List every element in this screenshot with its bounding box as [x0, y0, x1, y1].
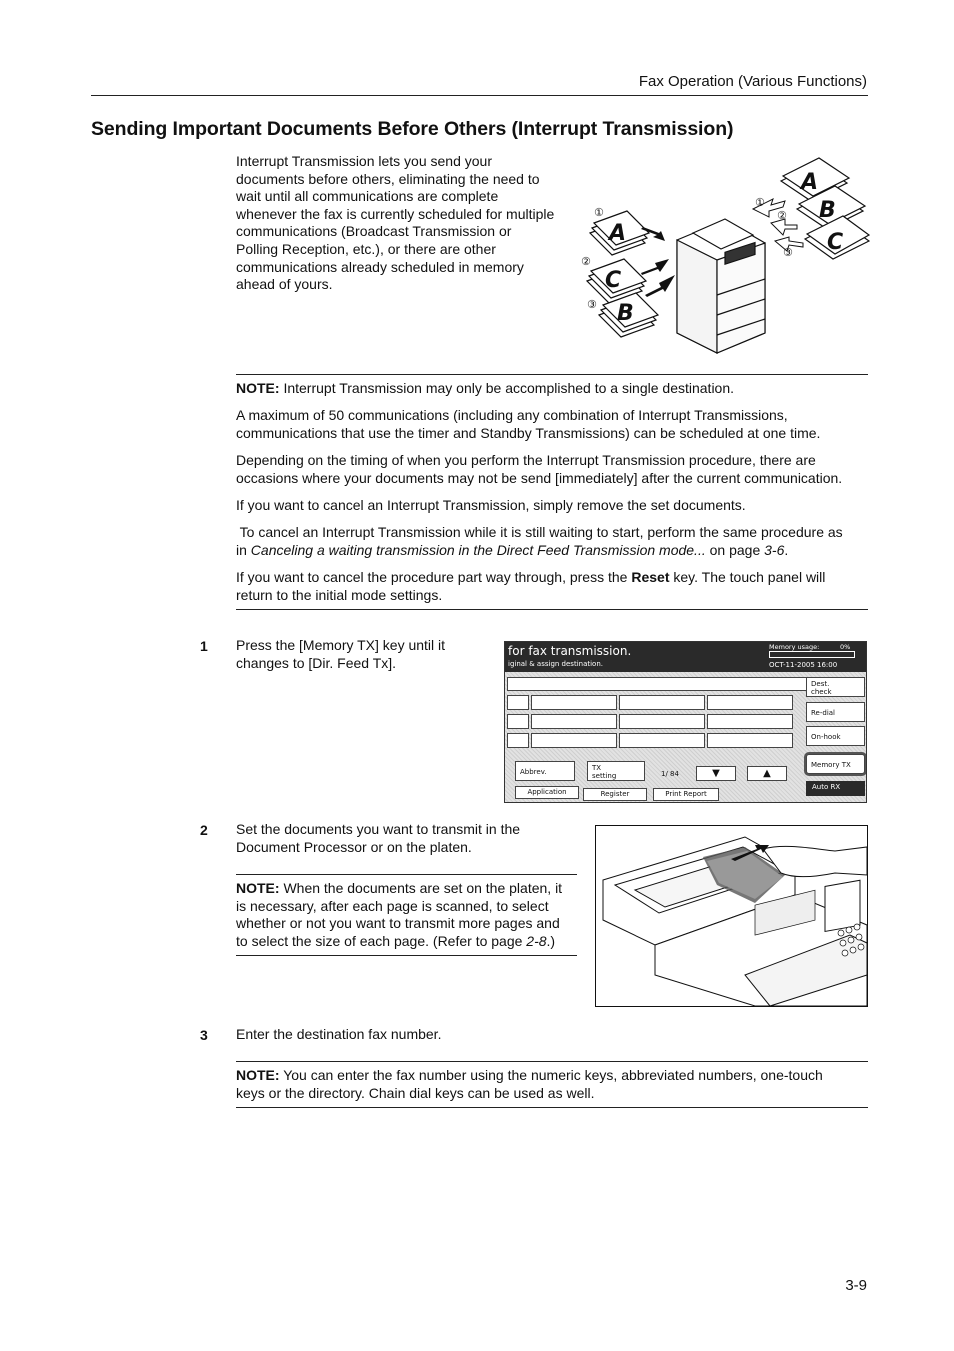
- doc-letter: A: [609, 221, 627, 246]
- text-fragment: on page: [705, 541, 765, 558]
- tab-print-report[interactable]: Print Report: [653, 788, 719, 801]
- one-touch-key[interactable]: [707, 695, 793, 710]
- tx-setting-button[interactable]: TX setting: [587, 761, 645, 781]
- text-line: [236, 880, 581, 898]
- one-touch-key[interactable]: [531, 695, 617, 710]
- one-touch-key[interactable]: [531, 733, 617, 748]
- step2-note-rule-bottom: [236, 955, 577, 956]
- step2-note-rule-top: [236, 874, 577, 875]
- note-rule-bottom: [236, 609, 868, 610]
- intro-line: whenever the fax is currently scheduled for multiple: [236, 205, 555, 222]
- text-fragment: key. The touch panel will: [669, 569, 826, 585]
- header-rule: [91, 95, 868, 96]
- intro-line: Interrupt Transmission lets you send your: [236, 153, 493, 169]
- one-touch-key[interactable]: [531, 714, 617, 729]
- doc-letter: C: [605, 268, 622, 293]
- page-reference: 2-8: [526, 932, 547, 949]
- scroll-up-button[interactable]: ▲: [747, 766, 787, 781]
- scroll-down-button[interactable]: ▼: [696, 766, 736, 781]
- tab-application[interactable]: Application: [515, 786, 579, 799]
- dest-check-button[interactable]: Dest. check: [806, 677, 865, 697]
- text-line: return to the initial mode settings.: [236, 586, 443, 603]
- text-line: [236, 1067, 823, 1085]
- intro-line: ahead of yours.: [236, 276, 333, 293]
- one-touch-key[interactable]: [507, 733, 529, 748]
- step-3-text: Enter the destination fax number.: [236, 1026, 442, 1042]
- cancel-paragraph: If you want to cancel an Interrupt Transmission, simply remove the set documents.: [236, 497, 746, 513]
- text-fragment: to select the size of each page. (Refer to page: [236, 932, 527, 949]
- note-label: NOTE:: [236, 380, 280, 396]
- on-hook-button[interactable]: On-hook: [806, 726, 865, 746]
- copier-machine: [677, 219, 765, 353]
- step-number: 1: [200, 638, 208, 654]
- max-communications-paragraph: [236, 407, 820, 442]
- text-line: keys or the directory. Chain dial keys can be used as well.: [236, 1084, 595, 1101]
- text-line: Document Processor or on the platen.: [236, 838, 472, 855]
- one-touch-key[interactable]: [507, 695, 529, 710]
- memory-tx-button[interactable]: Memory TX: [806, 754, 865, 774]
- text-fragment: If you want to cancel the procedure part way through, press the: [236, 569, 632, 585]
- doc-letter: B: [819, 198, 836, 223]
- note-paragraph: [236, 380, 734, 398]
- one-touch-key[interactable]: [507, 714, 529, 729]
- panel-datetime: OCT-11-2005 16:00: [769, 661, 838, 669]
- circled-number: ②: [581, 255, 591, 268]
- intro-line: communications (Broadcast Transmission or: [236, 223, 512, 240]
- reset-paragraph: [236, 569, 825, 604]
- doc-letter: A: [801, 170, 819, 195]
- note-label: NOTE:: [236, 1067, 280, 1083]
- redial-button[interactable]: Re-dial: [806, 702, 865, 722]
- tab-register[interactable]: Register: [583, 788, 647, 801]
- text-line: Set the documents you want to transmit in the: [236, 821, 521, 837]
- panel-submessage: iginal & assign destination.: [508, 660, 603, 668]
- page-indicator: 1/ 84: [661, 770, 679, 778]
- text-line: [236, 569, 825, 587]
- step3-note: [236, 1067, 823, 1102]
- running-header: Fax Operation (Various Functions): [638, 73, 867, 90]
- doc-letter: B: [617, 301, 634, 326]
- intro-line: communications already scheduled in memory: [236, 258, 524, 275]
- text-line: [236, 542, 843, 560]
- memory-usage-value: 0%: [840, 643, 851, 651]
- doc-letter: C: [827, 230, 844, 255]
- panel-top-bar: [505, 642, 867, 672]
- circled-number: ①: [755, 196, 765, 209]
- intro-line: documents before others, eliminating the need to: [236, 170, 540, 187]
- cancel-waiting-paragraph: [236, 524, 843, 559]
- note-rule-top: [236, 374, 868, 375]
- text-line: communications that use the timer and Standby Transmissions) can be scheduled at one time.: [236, 424, 821, 441]
- timing-paragraph: [236, 452, 842, 487]
- one-touch-key[interactable]: [619, 733, 705, 748]
- intro-paragraph: [236, 153, 566, 294]
- intro-line: Polling Reception, etc.), or there are other: [236, 240, 496, 257]
- reset-key-label: Reset: [631, 569, 670, 585]
- page-number: 3-9: [845, 1277, 867, 1294]
- text-line: [236, 933, 581, 951]
- circled-number: ③: [587, 298, 597, 311]
- abbrev-button[interactable]: Abbrev.: [515, 761, 575, 781]
- step-1-text: [236, 637, 445, 672]
- step3-note-rule-top: [236, 1061, 868, 1062]
- document-processor-illustration: [595, 825, 868, 1007]
- note-label: NOTE:: [236, 880, 280, 896]
- text-line: is necessary, after each page is scanned, to select: [236, 897, 549, 914]
- step-2-text: [236, 821, 520, 856]
- arrow-icon: [645, 275, 675, 297]
- text-fragment: in: [236, 541, 251, 558]
- circled-number: ③: [783, 246, 793, 259]
- text-line: To cancel an Interrupt Transmission while it is still waiting to start, perform the same procedure as: [236, 524, 843, 540]
- step-number: 3: [200, 1027, 208, 1043]
- text-fragment: When the documents are set on the platen, it: [279, 880, 563, 896]
- circled-number: ②: [777, 209, 787, 222]
- one-touch-key[interactable]: [619, 714, 705, 729]
- one-touch-key[interactable]: [707, 733, 793, 748]
- intro-line: wait until all communications are complete: [236, 188, 499, 205]
- text-line: changes to [Dir. Feed Tx].: [236, 654, 397, 671]
- text-line: Depending on the timing of when you perform the Interrupt Transmission procedure, there are: [236, 452, 816, 468]
- arrow-icon: [641, 259, 669, 275]
- cross-reference: Canceling a waiting transmission in the Direct Feed Transmission mode...: [250, 541, 706, 558]
- one-touch-key[interactable]: [707, 714, 793, 729]
- text-fragment: .: [784, 541, 789, 558]
- note-text: Interrupt Transmission may only be accomplished to a single destination.: [279, 380, 735, 396]
- page-reference: 3-6: [764, 541, 785, 558]
- memory-usage-bar: [769, 651, 855, 658]
- text-fragment: .): [546, 932, 556, 949]
- text-line: whether or not you want to transmit more pages and: [236, 915, 560, 932]
- auto-rx-indicator: Auto RX: [806, 781, 865, 796]
- interrupt-transmission-illustration: [575, 155, 870, 355]
- step3-note-rule-bottom: [236, 1107, 868, 1108]
- text-line: occasions where your documents may not be send [immediately] after the current communication.: [236, 469, 843, 486]
- memory-usage-label: Memory usage:: [769, 643, 820, 651]
- section-title: Sending Important Documents Before Others (Interrupt Transmission): [91, 118, 734, 140]
- step-number: 2: [200, 822, 208, 838]
- one-touch-key[interactable]: [619, 695, 705, 710]
- panel-message: for fax transmission.: [508, 644, 632, 658]
- step2-note: [236, 880, 581, 950]
- text-line: A maximum of 50 communications (including any combination of Interrupt Transmissions,: [236, 407, 788, 423]
- circled-number: ①: [594, 206, 604, 219]
- text-fragment: You can enter the fax number using the numeric keys, abbreviated numbers, one-touch: [279, 1067, 823, 1083]
- text-line: Press the [Memory TX] key until it: [236, 637, 446, 653]
- touch-panel-screenshot: [504, 641, 867, 803]
